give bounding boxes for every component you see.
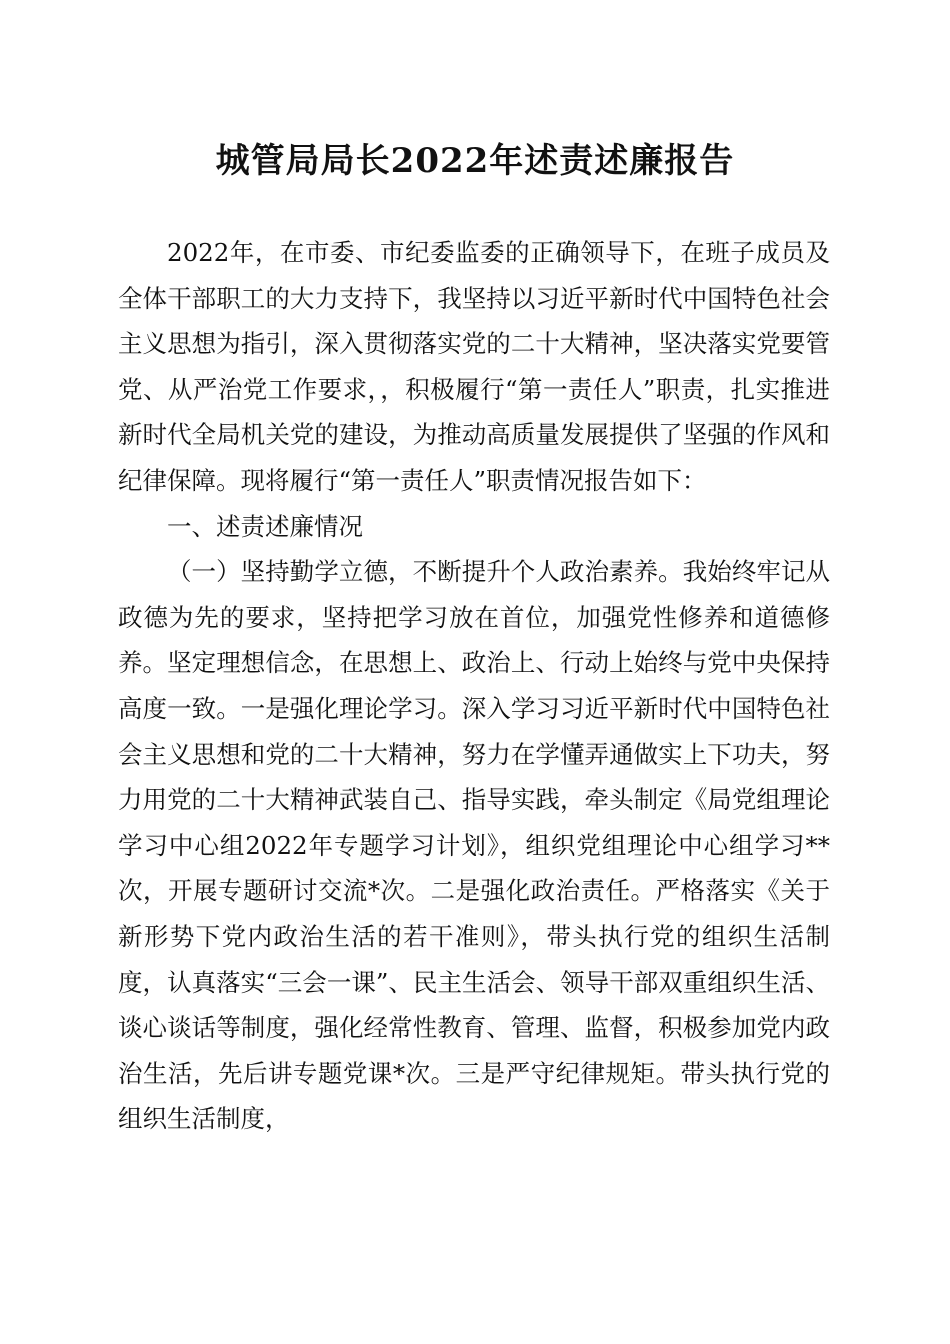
section-heading: 一、述责述廉情况 <box>167 511 363 541</box>
document-body <box>118 230 830 1142</box>
document-title: 城管局局长2022年述责述廉报告 <box>215 141 735 181</box>
subsection-paragraph: （一）坚持勤学立德，不断提升个人政治素养。我始终牢记从政德为先的要求，坚持把学习放在首位，加强党性修养和道德修养。坚定理想信念，在思想上、政治上、行动上始终与党中央保持高度一致。一是强化理论学习。深入学习习近平新时代中国特色社会主义思想和党的二十大精神，努力在学懂弄通做实上下功夫，努力用党的二十大精神武装自己、指导实践，牵头制定《局党组理论学习中心组2022年专题学习计划》，组织党组理论中心组学习**次，开展专题研讨交流*次。二是强化政治责任。严格落实《关于新形势下党内政治生活的若干准则》，带头执行党的组织生活制度，认真落实“三会一课”、民主生活会、领导干部双重组织生活、谈心谈话等制度，强化经常性教育、管理、监督，积极参加党内政治生活，先后讲专题党课*次。三是严守纪律规矩。带头执行党的组织生活制度， <box>118 557 830 1134</box>
intro-paragraph: 2022年，在市委、市纪委监委的正确领导下，在班子成员及全体干部职工的大力支持下，我坚持以习近平新时代中国特色社会主义思想为指引，深入贯彻落实党的二十大精神，坚决落实党要管党、从严治党工作要求，，积极履行“第一责任人”职责，扎实推进新时代全局机关党的建设，为推动高质量发展提供了坚强的作风和纪律保障。现将履行“第一责任人”职责情况报告如下： <box>118 238 830 495</box>
